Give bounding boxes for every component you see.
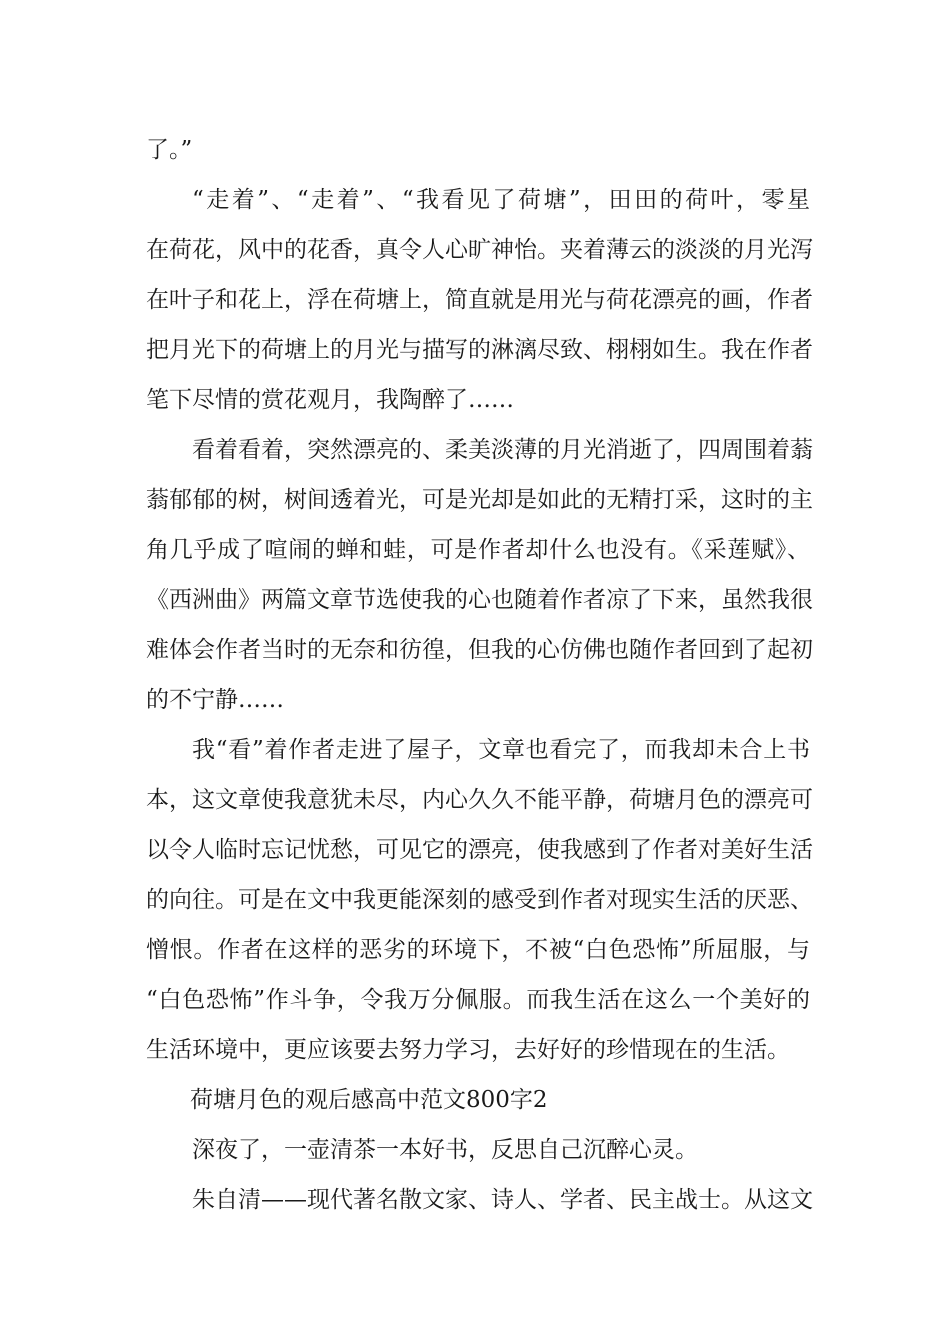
text-line: 蓊郁郁的树，树间透着光，可是光却是如此的无精打采，这时的主 — [146, 487, 813, 513]
text-line: “走着”、“走着”、“我看见了荷塘”，田田的荷叶，零星 — [192, 187, 810, 213]
text-line: 了。” — [146, 137, 193, 163]
text-line: 把月光下的荷塘上的月光与描写的淋漓尽致、栩栩如生。我在作者 — [146, 337, 813, 363]
text-line: “白色恐怖”作斗争，令我万分佩服。而我生活在这么一个美好的 — [146, 987, 810, 1013]
text-line: 我“看”着作者走进了屋子，文章也看完了，而我却未合上书 — [192, 737, 810, 763]
text-line: 在荷花，风中的花香，真令人心旷神怡。夹着薄云的淡淡的月光泻 — [146, 237, 813, 263]
text-line: 生活环境中，更应该要去努力学习，去好好的珍惜现在的生活。 — [146, 1037, 790, 1063]
section-heading: 荷塘月色的观后感高中范文800字2 — [190, 1087, 548, 1113]
text-line: 以令人临时忘记忧愁，可见它的漂亮，使我感到了作者对美好生活 — [146, 837, 813, 863]
text-line: 深夜了，一壶清茶一本好书，反思自己沉醉心灵。 — [192, 1137, 698, 1163]
text-line: 憎恨。作者在这样的恶劣的环境下，不被“白色恐怖”所屈服，与 — [146, 937, 810, 963]
text-line: 看着看着，突然漂亮的、柔美淡薄的月光消逝了，四周围着蓊 — [192, 437, 813, 463]
document-body — [146, 125, 813, 1225]
text-line: 难体会作者当时的无奈和彷徨，但我的心仿佛也随作者回到了起初 — [146, 637, 813, 663]
text-line: 的不宁静…… — [146, 687, 284, 713]
text-line: 笔下尽情的赏花观月，我陶醉了…… — [146, 387, 514, 413]
text-line: 角几乎成了喧闹的蝉和蛙，可是作者却什么也没有。《采莲赋》、 — [146, 537, 810, 563]
text-line: 朱自清——现代著名散文家、诗人、学者、民主战士。从这文 — [192, 1187, 813, 1213]
text-line: 在叶子和花上，浮在荷塘上，简直就是用光与荷花漂亮的画，作者 — [146, 287, 813, 313]
text-line: 本，这文章使我意犹未尽，内心久久不能平静，荷塘月色的漂亮可 — [146, 787, 813, 813]
text-line: 的向往。可是在文中我更能深刻的感受到作者对现实生活的厌恶、 — [146, 887, 813, 913]
text-line: 《西洲曲》两篇文章节选使我的心也随着作者凉了下来，虽然我很 — [146, 587, 813, 613]
